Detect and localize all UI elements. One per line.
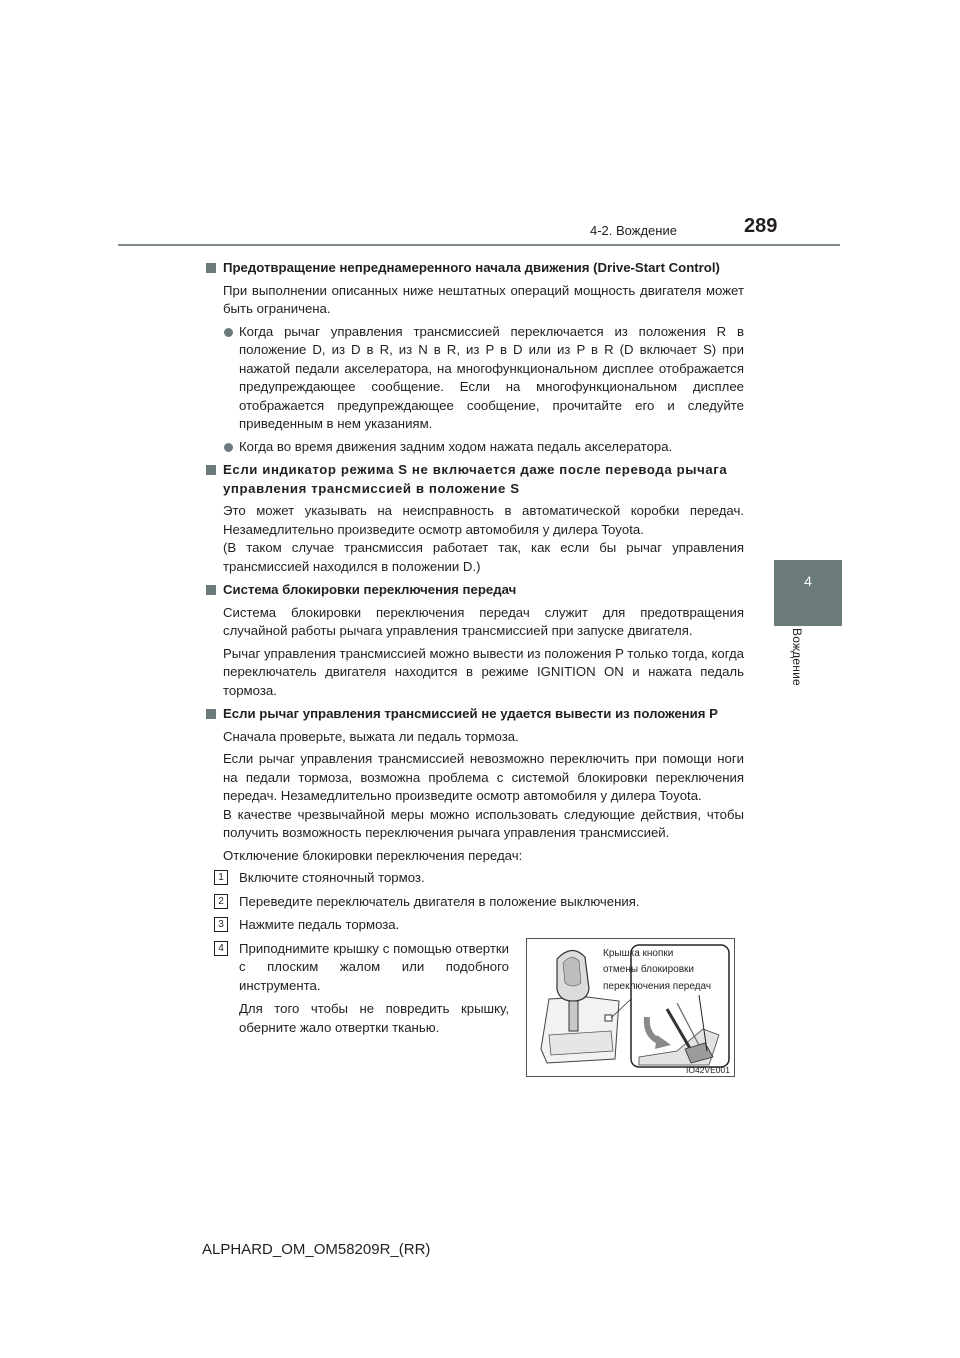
paragraph: В качестве чрезвычайной меры можно использовать следующие действия, чтобы получить возможность переключения рычага управления трансмиссией. [223, 806, 744, 840]
header-section: 4-2. Вождение [590, 223, 677, 238]
paragraph-note: (В таком случае трансмиссия работает так, как если бы рычаг управления трансмиссией находился в положении D.) [223, 540, 744, 574]
main-content [206, 254, 744, 1042]
figure-code: IO42VE001 [686, 1065, 730, 1075]
square-bullet-icon [206, 709, 216, 719]
section-heading: Если индикатор режима S не включается даже после перевода рычага управления трансмиссией в положение S [206, 461, 744, 498]
chapter-tab [774, 560, 842, 626]
shift-lever-illustration [527, 939, 734, 1076]
callout-line2: отмены блокировки [603, 964, 694, 975]
chapter-tab-label: Вождение [790, 628, 804, 686]
page-number: 289 [744, 215, 778, 237]
step-number: 2 [214, 894, 228, 909]
square-bullet-icon [206, 263, 216, 273]
step-item: 2 Переведите переключатель двигателя в положение выключения. [206, 893, 744, 912]
section-heading: Предотвращение непреднамеренного начала движения (Drive-Start Control) [206, 259, 744, 278]
section-heading: Если рычаг управления трансмиссией не удается вывести из положения P [206, 705, 744, 724]
step-number: 1 [214, 870, 228, 885]
paragraph: При выполнении описанных ниже нештатных операций мощность двигателя может быть ограничена. [223, 282, 744, 316]
callout-line3: переключения передач [603, 981, 712, 992]
circle-bullet-icon [224, 328, 233, 337]
step-item: 1 Включите стояночный тормоз. [206, 869, 744, 888]
shift-lock-figure [526, 938, 735, 1077]
step-note: Для того чтобы не повредить крышку, оберните жало отвертки тканью. [239, 1001, 509, 1035]
paragraph: Если рычаг управления трансмиссией невозможно переключить при помощи ноги на педали тормоза, возможна проблема с системой блокировки переключения передач. Незамедлительно произведите осмотр автомобиля у дилера Toyota. [223, 751, 744, 803]
paragraph: Сначала проверьте, выжата ли педаль тормоза. [223, 728, 519, 744]
step-item: 3 Нажмите педаль тормоза. [206, 916, 744, 935]
paragraph: Рычаг управления трансмиссией можно вывести из положения P только тогда, когда переключатель двигателя находится в режиме IGNITION ON и нажата педаль тормоза. [223, 645, 745, 698]
callout-line1: Крышка кнопки [603, 948, 674, 959]
document-footer: ALPHARD_OM_OM58209R_(RR) [202, 1241, 431, 1258]
header-divider [118, 244, 840, 246]
paragraph: Система блокировки переключения передач служит для предотвращения случайной работы рычага управления трансмиссией при запуске двигателя. [223, 604, 744, 638]
square-bullet-icon [206, 465, 216, 475]
bullet-item: Когда во время движения задним ходом нажата педаль акселератора. [206, 438, 744, 457]
square-bullet-icon [206, 585, 216, 595]
circle-bullet-icon [224, 443, 233, 452]
bullet-item: Когда рычаг управления трансмиссией переключается из положения R в положение D, из D в R, из N в R, из P в D или из P в R (D включает S) при нажатой педали акселератора, на многофункциональном дисплее отображается предупреждающее сообщение. Если на многофункциональном дисплее отображается предупреждающее сообщение, прочитайте его и следуйте приведенным в нем указаниям. [206, 323, 744, 434]
chapter-tab-number: 4 [804, 573, 812, 589]
paragraph: Это может указывать на неисправность в автоматической коробки передач. Незамедлительно произведите осмотр автомобиля у дилера Toyota. [223, 503, 744, 537]
paragraph: Отключение блокировки переключения передач: [223, 847, 523, 863]
step-number: 3 [214, 917, 228, 932]
section-heading: Система блокировки переключения передач [206, 581, 744, 600]
step-number: 4 [214, 941, 228, 956]
step-item: 4 Приподнимите крышку с помощью отвертки с плоским жалом или подобного инструмента. [206, 940, 509, 996]
